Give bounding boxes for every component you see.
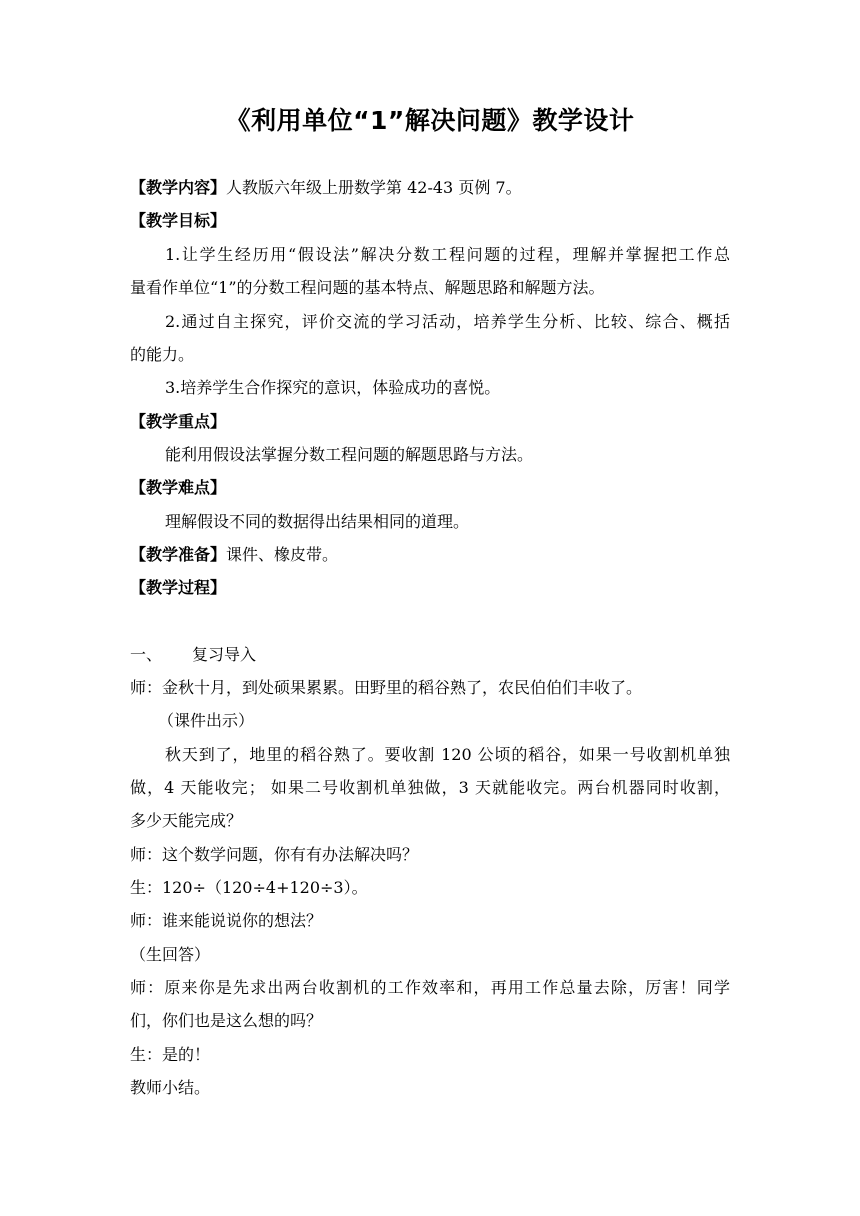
dialogue-line: 们，你们也是这么想的吗？ (130, 1011, 323, 1030)
dialogue-line: 师：这个数学问题，你有有办法解决吗？ (130, 845, 419, 864)
section-1-heading (130, 643, 730, 667)
section-1-title: 复习导入 (192, 645, 257, 664)
dialogue-line: （生回答） (130, 945, 211, 964)
goal-1-line-2: 量看作单位“1”的分数工程问题的基本特点、解题思路和解题方法。 (130, 278, 605, 297)
content-row (130, 176, 730, 200)
prep-label: 【教学准备】 (130, 545, 227, 564)
goal-1-line-1: 1.让学生经历用“假设法”解决分数工程问题的过程，理解并掌握把工作总 (165, 245, 730, 264)
dialogue-line: 生：是的！ (130, 1045, 211, 1064)
key-points-label: 【教学重点】 (130, 412, 227, 431)
process-label: 【教学过程】 (130, 578, 227, 597)
problem-line-3: 多少天能完成？ (130, 811, 243, 830)
problem-line-2: 做，4 天能收完； 如果二号收割机单独做，3 天就能收完。两台机器同时收割， (130, 778, 730, 797)
key-points-text: 能利用假设法掌握分数工程问题的解题思路与方法。 (165, 445, 534, 464)
prep-text: 课件、橡皮带。 (226, 545, 339, 564)
goal-2-line-2: 的能力。 (130, 345, 195, 364)
content-text: 人教版六年级上册数学第 42-43 页例 7。 (226, 178, 522, 197)
dialogue-line: 教师小结。 (130, 1078, 211, 1097)
courseware-note: （课件出示） (158, 711, 255, 730)
difficulties-label: 【教学难点】 (130, 478, 227, 497)
dialogue-line: 师：金秋十月，到处硕果累累。田野里的稻谷熟了，农民伯伯们丰收了。 (130, 678, 643, 697)
dialogue-line: 生：120÷（120÷4+120÷3）。 (130, 878, 368, 897)
dialogue-line: 师：原来你是先求出两台收割机的工作效率和，再用工作总量去除，厉害！同学 (130, 978, 730, 997)
goal-2-line-1: 2.通过自主探究，评价交流的学习活动，培养学生分析、比较、综合、概括 (165, 312, 730, 331)
goal-3: 3.培养学生合作探究的意识，体验成功的喜悦。 (165, 378, 501, 397)
prep-row (130, 543, 730, 567)
difficulties-text: 理解假设不同的数据得出结果相同的道理。 (165, 512, 470, 531)
section-1-number: 一、 (130, 645, 163, 664)
dialogue-line: 师：谁来能说说你的想法？ (130, 911, 323, 930)
document-title: 《利用单位“1”解决问题》教学设计 (225, 106, 635, 135)
content-label: 【教学内容】 (130, 178, 227, 197)
goals-label: 【教学目标】 (130, 211, 227, 230)
problem-line-1: 秋天到了，地里的稻谷熟了。要收割 120 公顷的稻谷，如果一号收割机单独 (165, 745, 730, 764)
